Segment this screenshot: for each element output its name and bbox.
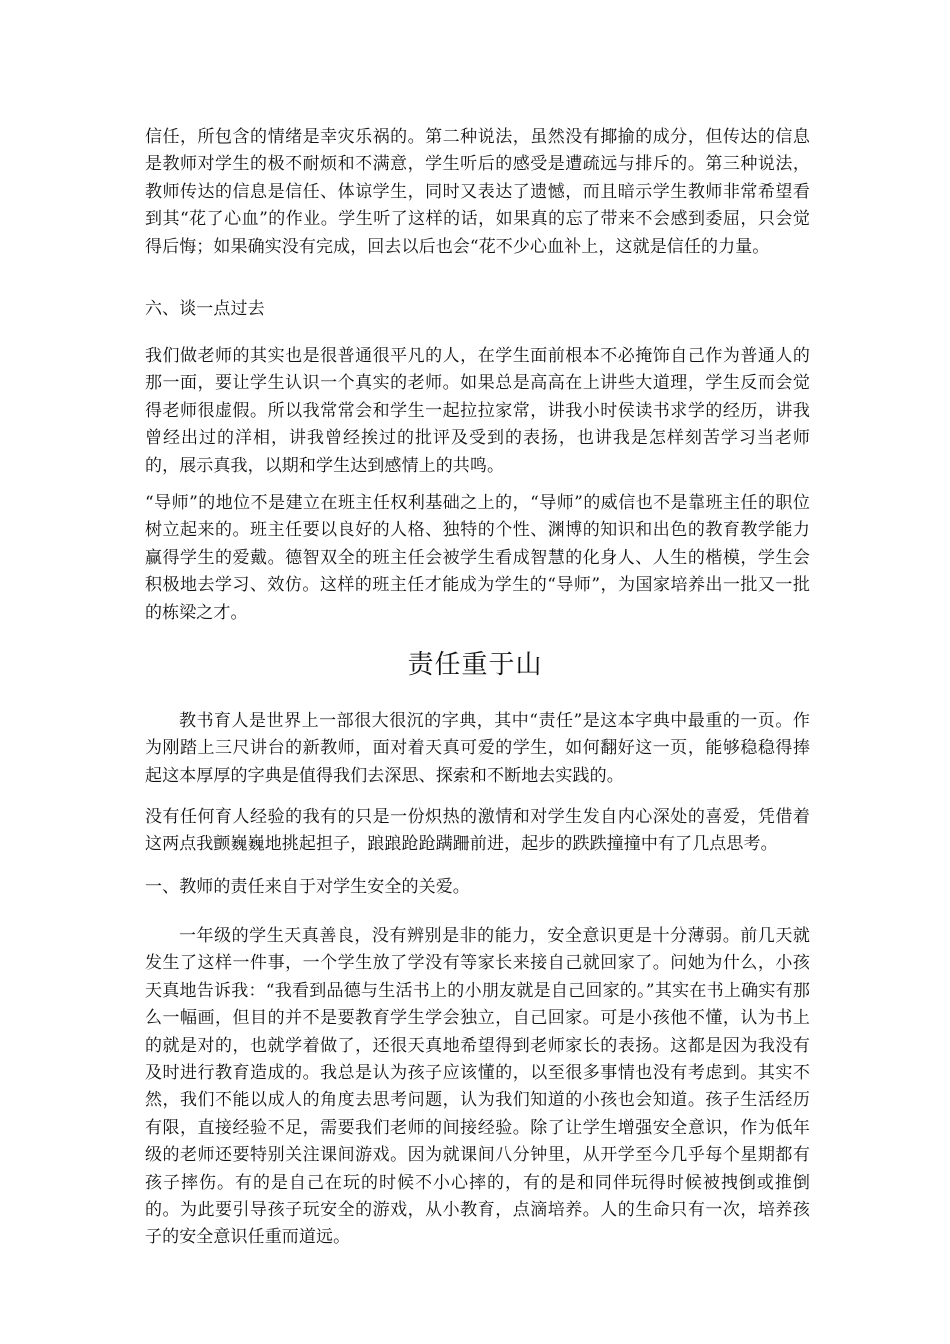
paragraph-safety: 一年级的学生天真善良，没有辨别是非的能力，安全意识更是十分薄弱。前几天就发生了这样一件事，一个学生放了学没有等家长来接自己就回家了。问她为什么，小孩天真地告诉我：“我看到品德与生活书上的小朋友就是自己回家的。”其实在书上确实有那么一幅画，但目的并不是要教育学生学会独立，自己回家。可是小孩他不懂，认为书上的就是对的，也就学着做了，还很天真地希望得到老师家长的表扬。这都是因为我没有及时进行教育造成的。我总是认为孩子应该懂的，以至很多事情也没有考虑到。其实不然，我们不能以成人的角度去思考问题，认为我们知道的小孩也会知道。孩子生活经历有限，直接经验不足，需要我们老师的间接经验。除了让学生增强安全意识，作为低年级的老师还要特别关注课间游戏。因为就课间八分钟里，从开学至今几乎每个星期都有孩子摔伤。有的是自己在玩的时候不小心摔的，有的是和同伴玩得时候被拽倒或推倒的。为此要引导孩子玩安全的游戏，从小教育，点滴培养。人的生命只有一次，培养孩子的安全意识任重而道远。 (145, 926, 810, 1248)
paragraph-past: 我们做老师的其实也是很普通很平凡的人，在学生面前根本不必掩饰自己作为普通人的那一面，要让学生认识一个真实的老师。如果总是高高在上讲些大道理，学生反而会觉得老师很虚假。所以我常常会和学生一起拉拉家常，讲我小时侯读书求学的经历，讲我曾经出过的洋相，讲我曾经挨过的批评及受到的表扬，也讲我是怎样刻苦学习当老师的，展示真我，以期和学生达到感情上的共鸣。 (145, 346, 810, 476)
section-heading-six: 六、谈一点过去 (145, 299, 265, 319)
essay-title: 责任重于山 (407, 650, 543, 680)
section-heading-one: 一、教师的责任来自于对学生安全的关爱。 (145, 877, 470, 897)
paragraph-experience: 没有任何育人经验的我有的只是一份炽热的激情和对学生发自内心深处的喜爱，凭借着这两点我颤巍巍地挑起担子，踉踉跄跄蹒跚前进，起步的跌跌撞撞中有了几点思考。 (145, 807, 810, 855)
paragraph-mentor: “导师”的地位不是建立在班主任权利基础之上的，“导师”的威信也不是靠班主任的职位树立起来的。班主任要以良好的人格、独特的个性、渊博的知识和出色的教育教学能力赢得学生的爱戴。德智双全的班主任会被学生看成智慧的化身人、人生的楷模，学生会积极地去学习、效仿。这样的班主任才能成为学生的“导师”，为国家培养出一批又一批的栋梁之才。 (145, 493, 810, 623)
paragraph-intro: 教书育人是世界上一部很大很沉的字典，其中“责任”是这本字典中最重的一页。作为刚踏上三尺讲台的新教师，面对着天真可爱的学生，如何翻好这一页，能够稳稳得捧起这本厚厚的字典是值得我们去深思、探索和不断地去实践的。 (145, 711, 810, 786)
paragraph-trust: 信任，所包含的情绪是幸灾乐祸的。第二种说法，虽然没有揶揄的成分，但传达的信息是教师对学生的极不耐烦和不满意，学生听后的感受是遭疏远与排斥的。第三种说法，教师传达的信息是信任、体谅学生，同时又表达了遗憾，而且暗示学生教师非常希望看到其“花了心血”的作业。学生听了这样的话，如果真的忘了带来不会感到委屈，只会觉得后悔；如果确实没有完成，回去以后也会“花不少心血补上，这就是信任的力量。 (145, 127, 810, 257)
